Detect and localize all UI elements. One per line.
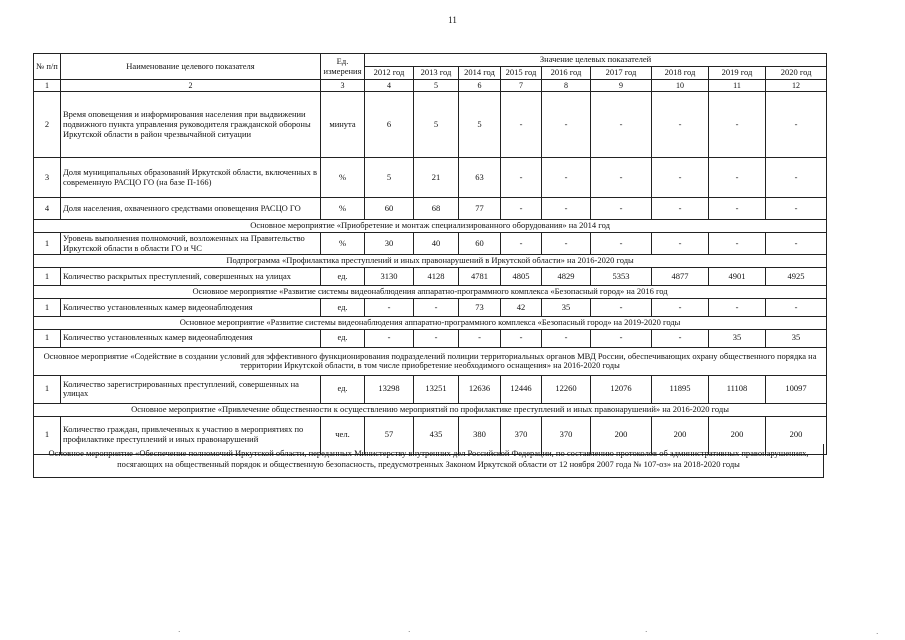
column-number: 2 bbox=[61, 80, 321, 92]
value-cell: - bbox=[459, 329, 501, 347]
value-cell: 4805 bbox=[501, 268, 542, 286]
value-cell: 13251 bbox=[414, 375, 459, 403]
value-cell: 4877 bbox=[652, 268, 709, 286]
row-number: 1 bbox=[34, 329, 61, 347]
column-number: 11 bbox=[709, 80, 766, 92]
value-cell: - bbox=[652, 158, 709, 198]
unit-cell: ед. bbox=[321, 329, 365, 347]
value-cell: - bbox=[652, 329, 709, 347]
row-number: 1 bbox=[34, 232, 61, 255]
table-row bbox=[34, 198, 827, 220]
table-row bbox=[34, 232, 827, 255]
value-cell: 13298 bbox=[365, 375, 414, 403]
unit-cell: % bbox=[321, 158, 365, 198]
column-number: 12 bbox=[766, 80, 827, 92]
indicator-name: Доля населения, охваченного средствами оповещения РАСЦО ГО bbox=[61, 198, 321, 220]
unit-cell: чел. bbox=[321, 416, 365, 454]
value-cell: - bbox=[709, 232, 766, 255]
header-num: № п/п bbox=[34, 54, 61, 80]
section-title: Подпрограмма «Профилактика преступлений и иных правонарушений в Иркутской области» на 2016-2020 годы bbox=[34, 255, 827, 268]
value-cell: 4925 bbox=[766, 268, 827, 286]
row-number: 1 bbox=[34, 416, 61, 454]
value-cell: 3130 bbox=[365, 268, 414, 286]
header-year: 2018 год bbox=[652, 67, 709, 80]
section-title: Основное мероприятие «Привлечение общественности к осуществлению мероприятий по профилактике преступлений и иных правонарушений» на 2016-2020 годы bbox=[34, 403, 827, 416]
value-cell: 370 bbox=[501, 416, 542, 454]
unit-cell: % bbox=[321, 232, 365, 255]
value-cell: 4901 bbox=[709, 268, 766, 286]
header-values-group: Значение целевых показателей bbox=[365, 54, 827, 67]
column-number: 3 bbox=[321, 80, 365, 92]
column-number: 5 bbox=[414, 80, 459, 92]
header-unit: Ед. измерения bbox=[321, 54, 365, 80]
indicator-name: Количество граждан, привлеченных к участию в мероприятиях по профилактике преступлений и иных правонарушений bbox=[61, 416, 321, 454]
value-cell: - bbox=[542, 158, 591, 198]
value-cell: - bbox=[365, 329, 414, 347]
header-name: Наименование целевого показателя bbox=[61, 54, 321, 80]
header-year: 2012 год bbox=[365, 67, 414, 80]
section-row bbox=[34, 347, 827, 375]
unit-cell: ед. bbox=[321, 268, 365, 286]
value-cell: 60 bbox=[365, 198, 414, 220]
value-cell: - bbox=[652, 232, 709, 255]
footer-section-note: Основное мероприятие «Обеспечение полномочий Иркутской области, переданных Министерству внутренних дел Российской Федерации, по составлению протоколов об административных правонарушениях, посягающих на общественный порядок и общественную безопасность, предусмотренных Законом Иркутской области от 12 ноября 2007 года № 107-оз» на 2018-2020 годы bbox=[33, 444, 824, 478]
value-cell: 4829 bbox=[542, 268, 591, 286]
value-cell: - bbox=[501, 329, 542, 347]
value-cell: 200 bbox=[709, 416, 766, 454]
section-row bbox=[34, 220, 827, 233]
indicator-name: Количество установленных камер видеонаблюдения bbox=[61, 299, 321, 317]
value-cell: - bbox=[542, 329, 591, 347]
value-cell: - bbox=[501, 232, 542, 255]
column-number: 4 bbox=[365, 80, 414, 92]
table-row bbox=[34, 329, 827, 347]
row-number: 2 bbox=[34, 92, 61, 158]
section-title: Основное мероприятие «Содействие в создании условий для эффективного функционирования подразделений полиции территориальных органов МВД России, обеспечивающих охрану общественного порядка на территории Иркутской области, в том числе приобретение необходимого оснащения» на 2016-2020 годы bbox=[34, 347, 827, 375]
table-body bbox=[34, 92, 827, 454]
table-row bbox=[34, 92, 827, 158]
value-cell: 5353 bbox=[591, 268, 652, 286]
value-cell: 12636 bbox=[459, 375, 501, 403]
value-cell: - bbox=[542, 232, 591, 255]
value-cell: - bbox=[365, 299, 414, 317]
value-cell: 35 bbox=[709, 329, 766, 347]
indicator-name: Количество установленных камер видеонаблюдения bbox=[61, 329, 321, 347]
value-cell: - bbox=[766, 232, 827, 255]
section-row bbox=[34, 317, 827, 330]
value-cell: 12260 bbox=[542, 375, 591, 403]
column-number: 8 bbox=[542, 80, 591, 92]
value-cell: 30 bbox=[365, 232, 414, 255]
value-cell: - bbox=[709, 299, 766, 317]
value-cell: 370 bbox=[542, 416, 591, 454]
unit-cell: % bbox=[321, 198, 365, 220]
value-cell: 60 bbox=[459, 232, 501, 255]
value-cell: 11895 bbox=[652, 375, 709, 403]
value-cell: - bbox=[591, 198, 652, 220]
header-year: 2016 год bbox=[542, 67, 591, 80]
value-cell: 73 bbox=[459, 299, 501, 317]
value-cell: - bbox=[501, 158, 542, 198]
value-cell: 21 bbox=[414, 158, 459, 198]
value-cell: - bbox=[709, 92, 766, 158]
table-row bbox=[34, 268, 827, 286]
column-number: 9 bbox=[591, 80, 652, 92]
value-cell: 63 bbox=[459, 158, 501, 198]
header-year: 2013 год bbox=[414, 67, 459, 80]
table-row bbox=[34, 158, 827, 198]
column-number: 6 bbox=[459, 80, 501, 92]
value-cell: - bbox=[591, 299, 652, 317]
section-title: Основное мероприятие «Развитие системы видеонаблюдения аппаратно-программного комплекса «Безопасный город» на 2016 год bbox=[34, 286, 827, 299]
value-cell: 200 bbox=[766, 416, 827, 454]
value-cell: - bbox=[542, 198, 591, 220]
value-cell: - bbox=[501, 198, 542, 220]
header-year: 2020 год bbox=[766, 67, 827, 80]
value-cell: 42 bbox=[501, 299, 542, 317]
scan-speck: · bbox=[876, 630, 879, 638]
scan-speck: · bbox=[178, 628, 181, 636]
value-cell: 77 bbox=[459, 198, 501, 220]
value-cell: - bbox=[652, 299, 709, 317]
section-row bbox=[34, 403, 827, 416]
indicator-name: Доля муниципальных образований Иркутской области, включенных в современную РАСЦО ГО (на базе П-166) bbox=[61, 158, 321, 198]
row-number: 1 bbox=[34, 299, 61, 317]
unit-cell: минута bbox=[321, 92, 365, 158]
value-cell: 5 bbox=[365, 158, 414, 198]
column-number-row bbox=[34, 80, 827, 92]
indicator-name: Уровень выполнения полномочий, возложенных на Правительство Иркутской области в области ГО и ЧС bbox=[61, 232, 321, 255]
value-cell: 6 bbox=[365, 92, 414, 158]
header-year: 2017 год bbox=[591, 67, 652, 80]
table-row bbox=[34, 299, 827, 317]
section-row bbox=[34, 255, 827, 268]
value-cell: 68 bbox=[414, 198, 459, 220]
value-cell: - bbox=[652, 92, 709, 158]
row-number: 3 bbox=[34, 158, 61, 198]
value-cell: - bbox=[414, 329, 459, 347]
value-cell: - bbox=[501, 92, 542, 158]
value-cell: 5 bbox=[414, 92, 459, 158]
value-cell: 40 bbox=[414, 232, 459, 255]
value-cell: - bbox=[591, 329, 652, 347]
indicators-table bbox=[33, 53, 827, 455]
value-cell: 10097 bbox=[766, 375, 827, 403]
value-cell: 11108 bbox=[709, 375, 766, 403]
scan-speck: · bbox=[408, 628, 411, 636]
column-number: 10 bbox=[652, 80, 709, 92]
unit-cell: ед. bbox=[321, 375, 365, 403]
value-cell: - bbox=[709, 158, 766, 198]
row-number: 4 bbox=[34, 198, 61, 220]
value-cell: 57 bbox=[365, 416, 414, 454]
page-number: 11 bbox=[448, 15, 457, 25]
value-cell: 380 bbox=[459, 416, 501, 454]
value-cell: - bbox=[766, 158, 827, 198]
section-row bbox=[34, 286, 827, 299]
column-number: 7 bbox=[501, 80, 542, 92]
value-cell: - bbox=[766, 92, 827, 158]
table-header bbox=[34, 54, 827, 92]
value-cell: 4128 bbox=[414, 268, 459, 286]
section-title: Основное мероприятие «Приобретение и монтаж специализированного оборудования» на 2014 год bbox=[34, 220, 827, 233]
value-cell: 4781 bbox=[459, 268, 501, 286]
value-cell: 435 bbox=[414, 416, 459, 454]
value-cell: 200 bbox=[591, 416, 652, 454]
header-year: 2015 год bbox=[501, 67, 542, 80]
value-cell: - bbox=[591, 92, 652, 158]
value-cell: 200 bbox=[652, 416, 709, 454]
indicator-name: Количество зарегистрированных преступлений, совершенных на улицах bbox=[61, 375, 321, 403]
value-cell: - bbox=[652, 198, 709, 220]
unit-cell: ед. bbox=[321, 299, 365, 317]
value-cell: - bbox=[414, 299, 459, 317]
scan-speck: · bbox=[645, 628, 648, 636]
column-number: 1 bbox=[34, 80, 61, 92]
row-number: 1 bbox=[34, 268, 61, 286]
table-row bbox=[34, 375, 827, 403]
row-number: 1 bbox=[34, 375, 61, 403]
indicator-name: Количество раскрытых преступлений, совершенных на улицах bbox=[61, 268, 321, 286]
value-cell: 12076 bbox=[591, 375, 652, 403]
value-cell: 35 bbox=[542, 299, 591, 317]
section-title: Основное мероприятие «Развитие системы видеонаблюдения аппаратно-программного комплекса «Безопасный город» на 2019-2020 годы bbox=[34, 317, 827, 330]
value-cell: 35 bbox=[766, 329, 827, 347]
value-cell: - bbox=[766, 198, 827, 220]
header-year: 2014 год bbox=[459, 67, 501, 80]
value-cell: - bbox=[766, 299, 827, 317]
header-year: 2019 год bbox=[709, 67, 766, 80]
value-cell: - bbox=[591, 158, 652, 198]
value-cell: - bbox=[542, 92, 591, 158]
indicator-name: Время оповещения и информирования населения при выдвижении подвижного пункта управления руководителя гражданской обороны Иркутской области в район чрезвычайной ситуации bbox=[61, 92, 321, 158]
value-cell: 5 bbox=[459, 92, 501, 158]
value-cell: 12446 bbox=[501, 375, 542, 403]
value-cell: - bbox=[709, 198, 766, 220]
value-cell: - bbox=[591, 232, 652, 255]
